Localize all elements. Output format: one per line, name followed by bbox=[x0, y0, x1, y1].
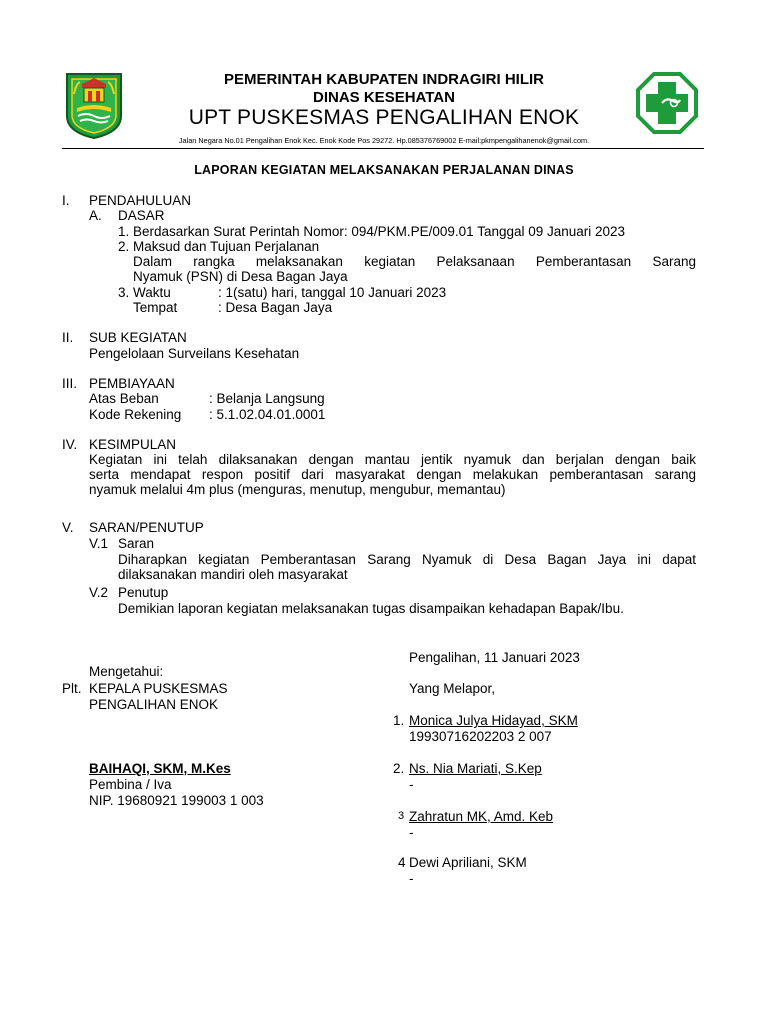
header-line-1: PEMERINTAH KABUPATEN INDRAGIRI HILIR bbox=[224, 71, 544, 88]
header-line-2: DINAS KESEHATAN bbox=[313, 89, 455, 106]
section-1-heading: PENDAHULUAN bbox=[89, 193, 192, 208]
subsection-v2-heading: Penutup bbox=[118, 585, 169, 600]
section-2-number: II. bbox=[62, 330, 74, 345]
list-number-3: 3. bbox=[118, 285, 130, 300]
head-name: BAIHAQI, SKM, M.Kes bbox=[89, 761, 231, 776]
subsection-v2-number: V.2 bbox=[89, 585, 109, 600]
saran-text-1: Diharapkan kegiatan Pemberantasan Sarang Nyamuk di Desa Bagan Jaya ini dapat bbox=[118, 552, 696, 567]
tempat-label: Tempat bbox=[133, 300, 178, 315]
section-5-number: V. bbox=[62, 520, 74, 535]
head-rank: Pembina / Iva bbox=[89, 777, 172, 792]
reporter-1-number: 1. bbox=[393, 713, 405, 728]
subsection-a-letter: A. bbox=[89, 208, 102, 223]
mengetahui-label: Mengetahui: bbox=[89, 664, 164, 679]
yang-melapor-label: Yang Melapor, bbox=[409, 681, 496, 696]
place-date: Pengalihan, 11 Januari 2023 bbox=[409, 650, 580, 665]
tempat-value: : Desa Bagan Jaya bbox=[218, 300, 333, 315]
section-3-number: III. bbox=[62, 376, 78, 391]
list-number-2: 2. bbox=[118, 239, 130, 254]
reporter-2-name: Ns. Nia Mariati, S.Kep bbox=[409, 761, 542, 776]
section-3-heading: PEMBIAYAAN bbox=[89, 376, 175, 391]
subsection-v1-heading: Saran bbox=[118, 536, 155, 551]
list-item-2-text-1: Dalam rangka melaksanakan kegiatan Pelaksanaan Pemberantasan Sarang bbox=[133, 254, 696, 269]
header-divider bbox=[62, 148, 704, 149]
kode-rekening-value: : 5.1.02.04.01.0001 bbox=[209, 407, 326, 422]
section-4-heading: KESIMPULAN bbox=[89, 437, 177, 452]
penutup-text: Demikian laporan kegiatan melaksanakan tugas disampaikan kehadapan Bapak/Ibu. bbox=[118, 601, 624, 616]
reporter-3-name: Zahratun MK, Amd. Keb bbox=[409, 809, 554, 824]
reporter-4-name: Dewi Apriliani, SKM bbox=[409, 855, 527, 870]
waktu-label: Waktu bbox=[133, 285, 171, 300]
reporter-3-number: 3 bbox=[398, 810, 405, 822]
waktu-value: : 1(satu) hari, tanggal 10 Januari 2023 bbox=[218, 285, 447, 300]
report-title: LAPORAN KEGIATAN MELAKSANAKAN PERJALANAN DINAS bbox=[194, 163, 574, 177]
head-nip: NIP. 19680921 199003 1 003 bbox=[89, 793, 264, 808]
section-4-number: IV. bbox=[62, 437, 78, 452]
subsection-a-heading: DASAR bbox=[118, 208, 165, 223]
section-2-text: Pengelolaan Surveilans Kesehatan bbox=[89, 346, 300, 361]
reporter-2-number: 2. bbox=[393, 761, 405, 776]
list-item-2-text-2: Nyamuk (PSN) di Desa Bagan Jaya bbox=[133, 269, 348, 284]
saran-text-2: dilaksanakan mandiri oleh masyarakat bbox=[118, 567, 348, 582]
header-institution-name: UPT PUSKESMAS PENGALIHAN ENOK bbox=[188, 106, 580, 129]
atas-beban-label: Atas Beban bbox=[89, 391, 159, 406]
reporter-1-name: Monica Julya Hidayad, SKM bbox=[409, 713, 578, 728]
reporter-1-nip: 19930716202203 2 007 bbox=[409, 729, 552, 744]
section-4-text-1: Kegiatan ini telah dilaksanakan dengan mantau jentik nyamuk dan berjalan dengan baik bbox=[89, 452, 696, 467]
section-1-number: I. bbox=[62, 193, 70, 208]
section-4-text-2: serta mendapat respon positif dari masyarakat dengan melakukan pemberantasan sarang bbox=[89, 467, 696, 482]
kepala-title-2: PENGALIHAN ENOK bbox=[89, 697, 219, 712]
kepala-title-1: KEPALA PUSKESMAS bbox=[89, 681, 228, 696]
list-item-1: Berdasarkan Surat Perintah Nomor: 094/PKM.PE/009.01 Tanggal 09 Januari 2023 bbox=[133, 224, 626, 239]
section-2-heading: SUB KEGIATAN bbox=[89, 330, 187, 345]
reporter-4-nip: - bbox=[409, 871, 414, 886]
list-item-2: Maksud dan Tujuan Perjalanan bbox=[133, 239, 320, 254]
atas-beban-value: : Belanja Langsung bbox=[209, 391, 325, 406]
reporter-4-number: 4 bbox=[398, 855, 406, 870]
section-5-heading: SARAN/PENUTUP bbox=[89, 520, 204, 535]
subsection-v1-number: V.1 bbox=[89, 536, 109, 551]
reporter-3-nip: - bbox=[409, 825, 414, 840]
plt-label: Plt. bbox=[62, 681, 82, 696]
kode-rekening-label: Kode Rekening bbox=[89, 407, 182, 422]
section-4-text-3: nyamuk melalui 4m plus (menguras, menutup, mengubur, memantau) bbox=[89, 482, 506, 497]
list-number-1: 1. bbox=[118, 224, 130, 239]
header-address: Jalan Negara No.01 Pengalihan Enok Kec. Enok Kode Pos 29272. Hp.085376769002 E-mail:pkmpengalihanenok@gmail.com. bbox=[178, 136, 590, 145]
reporter-2-nip: - bbox=[409, 777, 414, 792]
